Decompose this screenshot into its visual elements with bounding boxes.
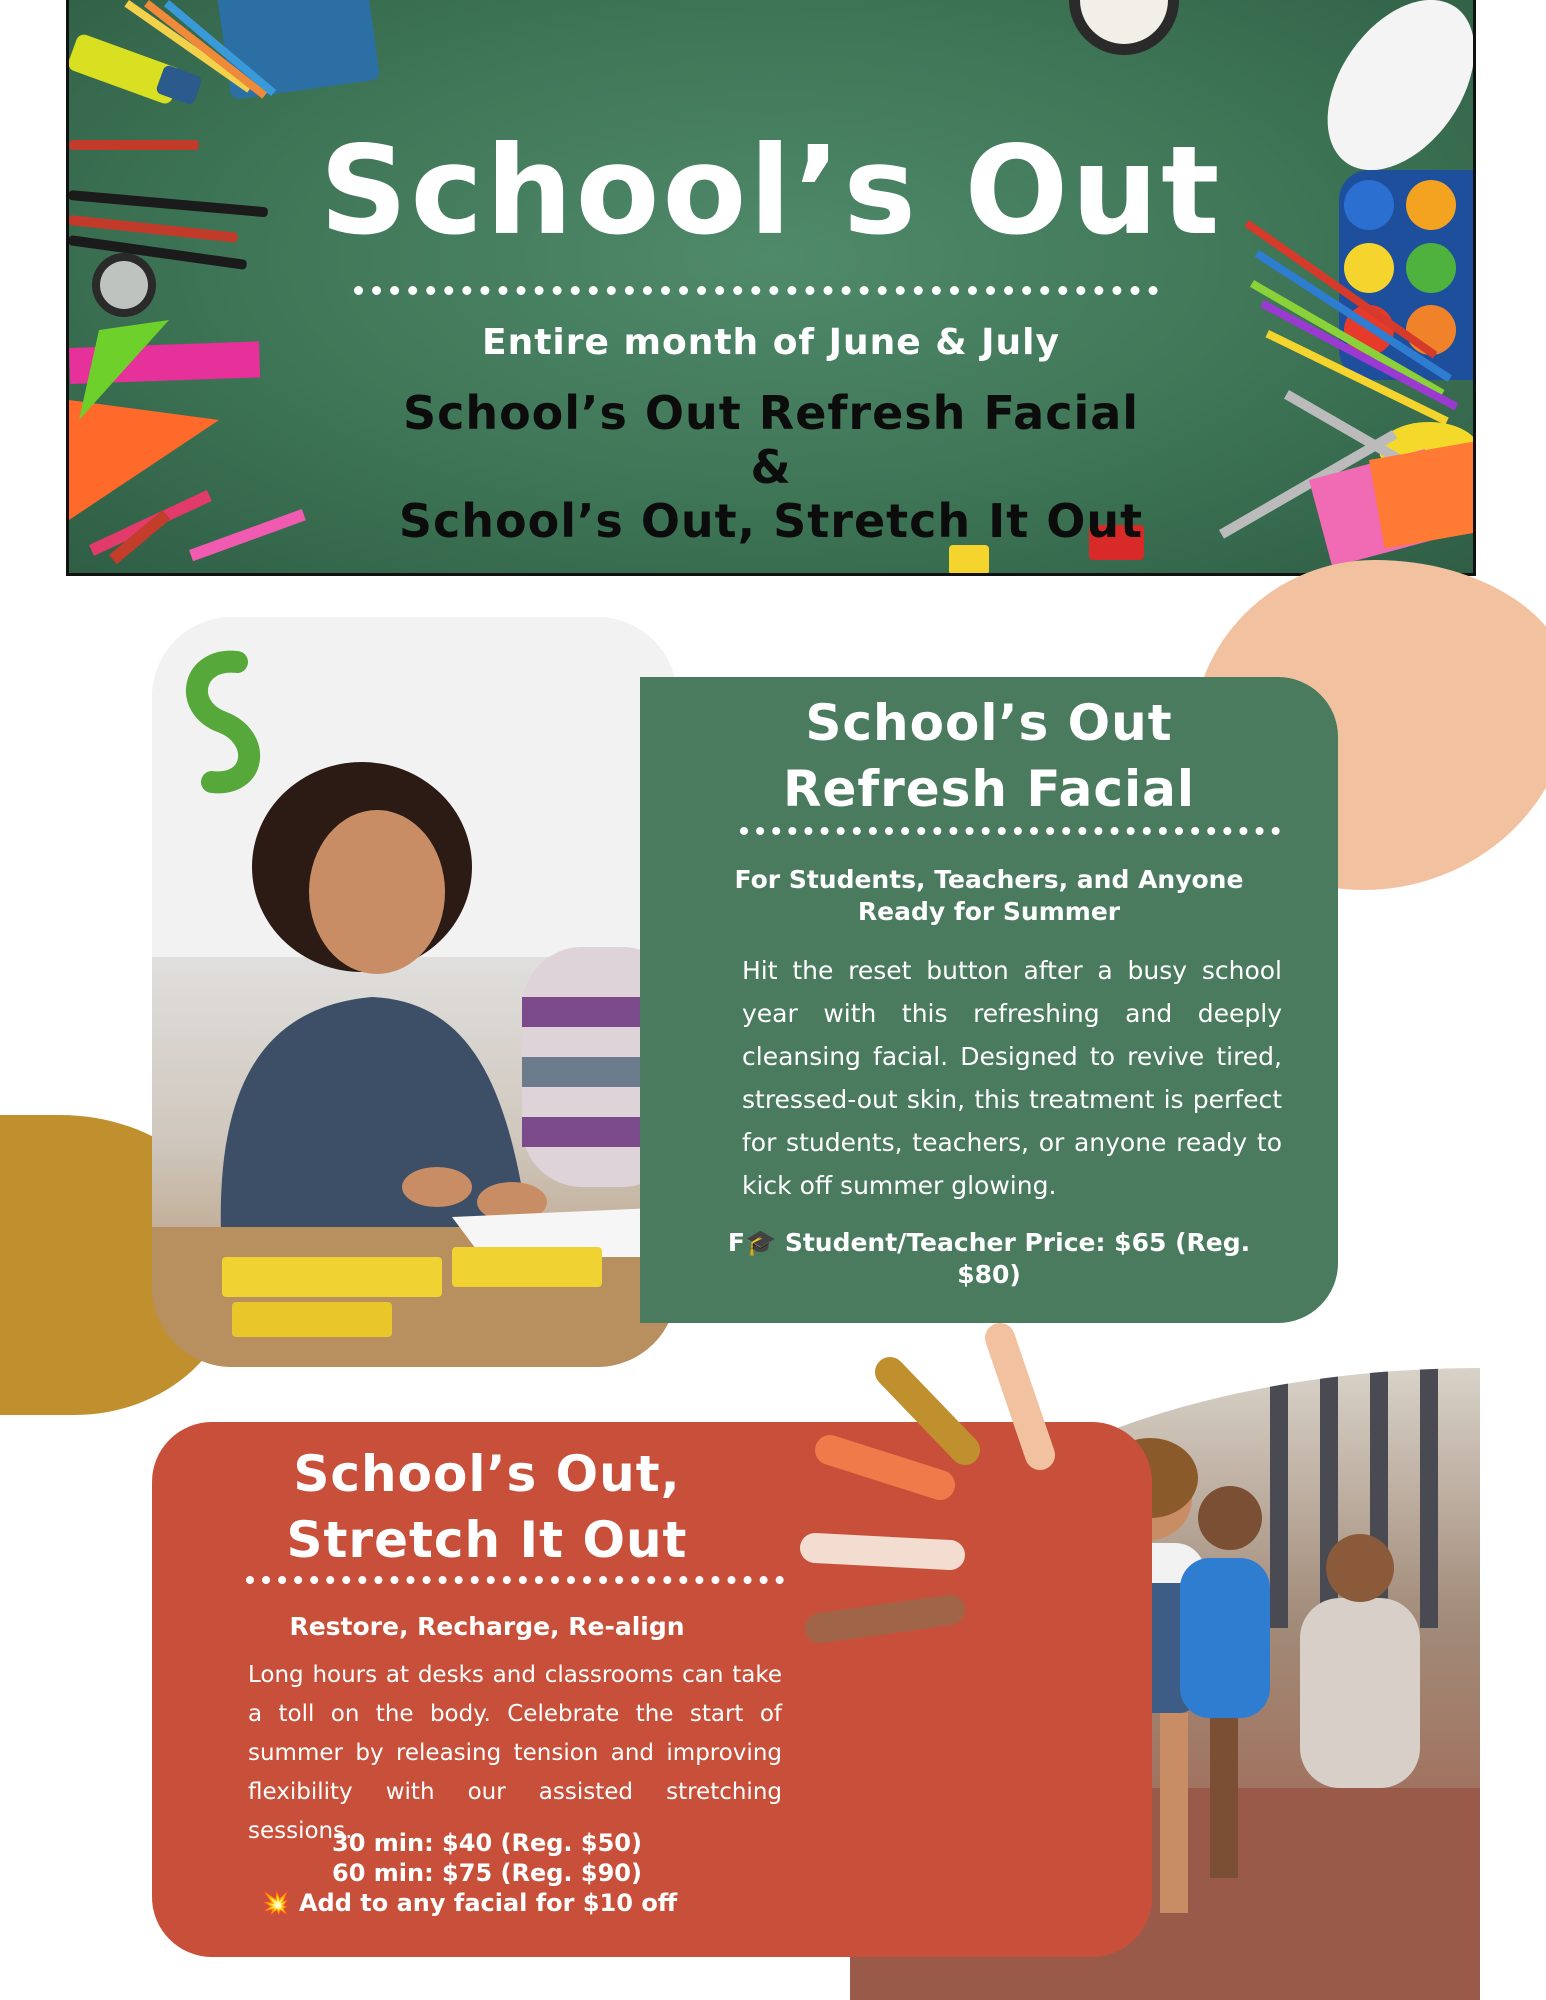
header-banner <box>66 0 1476 576</box>
burst-icon: 💥 <box>260 1889 291 1917</box>
banner-line-stretch: School’s Out, Stretch It Out <box>398 494 1144 548</box>
facial-price-prefix: F <box>727 1228 745 1257</box>
banner-divider <box>354 286 1158 295</box>
facial-price-line1 <box>640 1227 1338 1259</box>
facial-description: Hit the reset button after a busy school year with this refreshing and deeply cleansing facial. Designed to revive tired, stressed-out skin, this treatment is perfect for students, teachers, or anyone ready to kick off summer glowing. <box>742 956 1282 1200</box>
stretch-price-30: 30 min: $40 (Reg. $50) <box>332 1829 642 1857</box>
facial-title-line1: School’s Out <box>805 694 1173 752</box>
stretch-title-line2: Stretch It Out <box>286 1511 688 1569</box>
banner-subtitle: Entire month of June & July <box>481 322 1060 363</box>
burst-streaks-decoration <box>800 1310 1120 1660</box>
stretch-description: Long hours at desks and classrooms can take a toll on the body. Celebrate the start of summer by releasing tension and improving flexibility with our assisted stretching sessions. <box>248 1662 782 1844</box>
refresh-facial-card <box>640 677 1338 1323</box>
stretch-divider <box>246 1576 784 1584</box>
graduation-cap-icon: 🎓 <box>744 1228 777 1257</box>
facial-title-line2: Refresh Facial <box>782 760 1196 818</box>
banner-line-facial: School’s Out Refresh Facial <box>402 386 1140 440</box>
stretch-title-line1: School’s Out, <box>293 1445 681 1503</box>
facial-price-line2: $80) <box>957 1260 1021 1289</box>
facial-subtitle-line1: For Students, Teachers, and Anyone <box>734 865 1244 894</box>
facial-price-text: Student/Teacher Price: $65 (Reg. <box>784 1228 1251 1257</box>
banner-title: School’s Out <box>319 120 1223 262</box>
stretch-subtitle: Restore, Recharge, Re-align <box>289 1612 685 1641</box>
stretch-price-60: 60 min: $75 (Reg. $90) <box>332 1859 642 1887</box>
banner-line-ampersand: & <box>750 440 792 494</box>
stretch-addon-text: Add to any facial for $10 off <box>298 1889 678 1917</box>
girl-illustration <box>152 617 677 1367</box>
stretch-addon-line <box>152 1888 786 1918</box>
facial-divider <box>740 827 1280 835</box>
facial-subtitle-line2: Ready for Summer <box>857 897 1121 926</box>
girl-drawing-photo <box>152 617 677 1367</box>
